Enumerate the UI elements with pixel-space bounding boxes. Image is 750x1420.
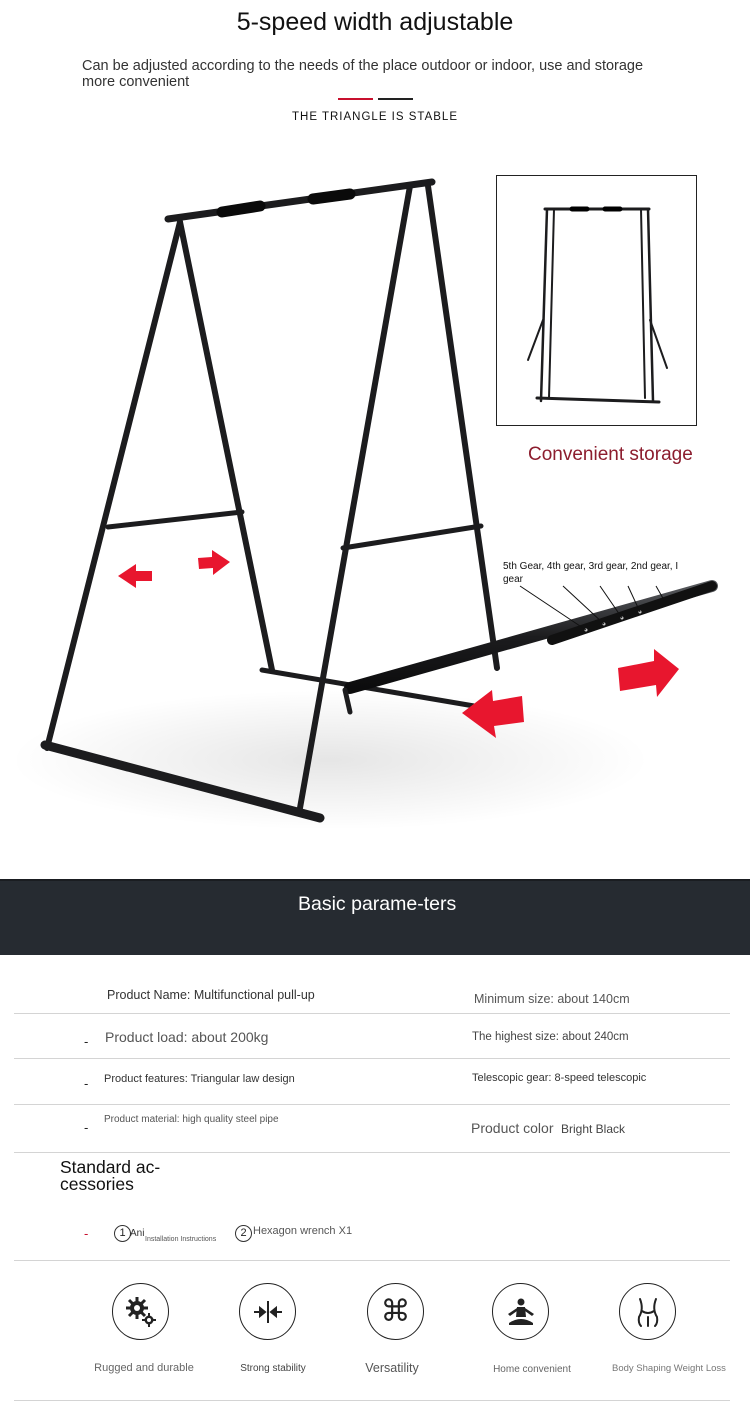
yoga-icon — [492, 1283, 549, 1340]
feature-label: Home convenient — [493, 1364, 571, 1375]
accessory-number-2: 2 — [235, 1225, 252, 1242]
accessory-label-2: Hexagon wrench X1 — [253, 1225, 353, 1237]
param-product-color-value: Bright Black — [561, 1122, 626, 1136]
param-minimum-size: Minimum size: about 140cm — [474, 992, 630, 1006]
accessory-number-1: 1 — [114, 1225, 131, 1242]
row-divider — [14, 1058, 730, 1059]
body-shape-icon — [619, 1283, 676, 1340]
gears-icon — [112, 1283, 169, 1340]
row-divider — [14, 1400, 730, 1401]
accent-divider-red — [338, 98, 373, 100]
storage-thumbnail — [496, 175, 697, 426]
param-highest-size: The highest size: about 240cm — [472, 1031, 629, 1043]
arrow-right-icon — [198, 550, 230, 575]
row-divider — [14, 1152, 730, 1153]
gear-label: 5th Gear, 4th gear, 3rd gear, 2nd gear, I gear — [503, 561, 679, 585]
row-divider — [14, 1260, 730, 1261]
arrow-left-icon — [118, 564, 152, 588]
accent-divider-dark — [378, 98, 413, 100]
param-product-features: Product features: Triangular law design — [104, 1073, 295, 1085]
row-bullet: - — [84, 1034, 89, 1049]
accessory-label-1: Ani — [130, 1228, 145, 1239]
command-icon: ⌘ — [367, 1283, 424, 1340]
accessories-title: Standard ac-cessories — [60, 1157, 161, 1194]
row-bullet: - — [84, 1076, 89, 1091]
param-telescopic-gear: Telescopic gear: 8-speed telescopic — [472, 1072, 647, 1084]
parameters-title: Basic parame-ters — [298, 893, 457, 915]
feature-label: Body Shaping Weight Loss — [612, 1363, 726, 1374]
row-bullet: - — [84, 1120, 89, 1135]
arrow-right-big-icon — [618, 649, 679, 697]
page-title: 5-speed width adjustable — [236, 8, 514, 36]
storage-label: Convenient storage — [528, 444, 693, 465]
parameters-header-band — [0, 879, 750, 955]
compress-arrows-icon — [239, 1283, 296, 1340]
accessory-bullet: - — [84, 1226, 89, 1241]
param-product-material: Product material: high quality steel pipe — [104, 1114, 279, 1125]
folded-frame-illustration — [497, 176, 696, 425]
feature-label: Rugged and durable — [94, 1362, 194, 1374]
param-product-color-label: Product color — [471, 1120, 554, 1136]
tagline: THE TRIANGLE IS STABLE — [291, 111, 458, 123]
feature-label: Strong stability — [240, 1363, 306, 1374]
page-subtitle: Can be adjusted according to the needs of the place outdoor or indoor, use and storage more convenient — [82, 58, 644, 90]
param-product-load: Product load: about 200kg — [105, 1029, 269, 1045]
param-product-name: Product Name: Multifunctional pull-up — [107, 988, 315, 1002]
row-divider — [14, 1013, 730, 1014]
accessory-sub-1: Installation Instructions — [145, 1236, 217, 1243]
row-divider — [14, 1104, 730, 1105]
feature-label: Versatility — [365, 1361, 419, 1375]
